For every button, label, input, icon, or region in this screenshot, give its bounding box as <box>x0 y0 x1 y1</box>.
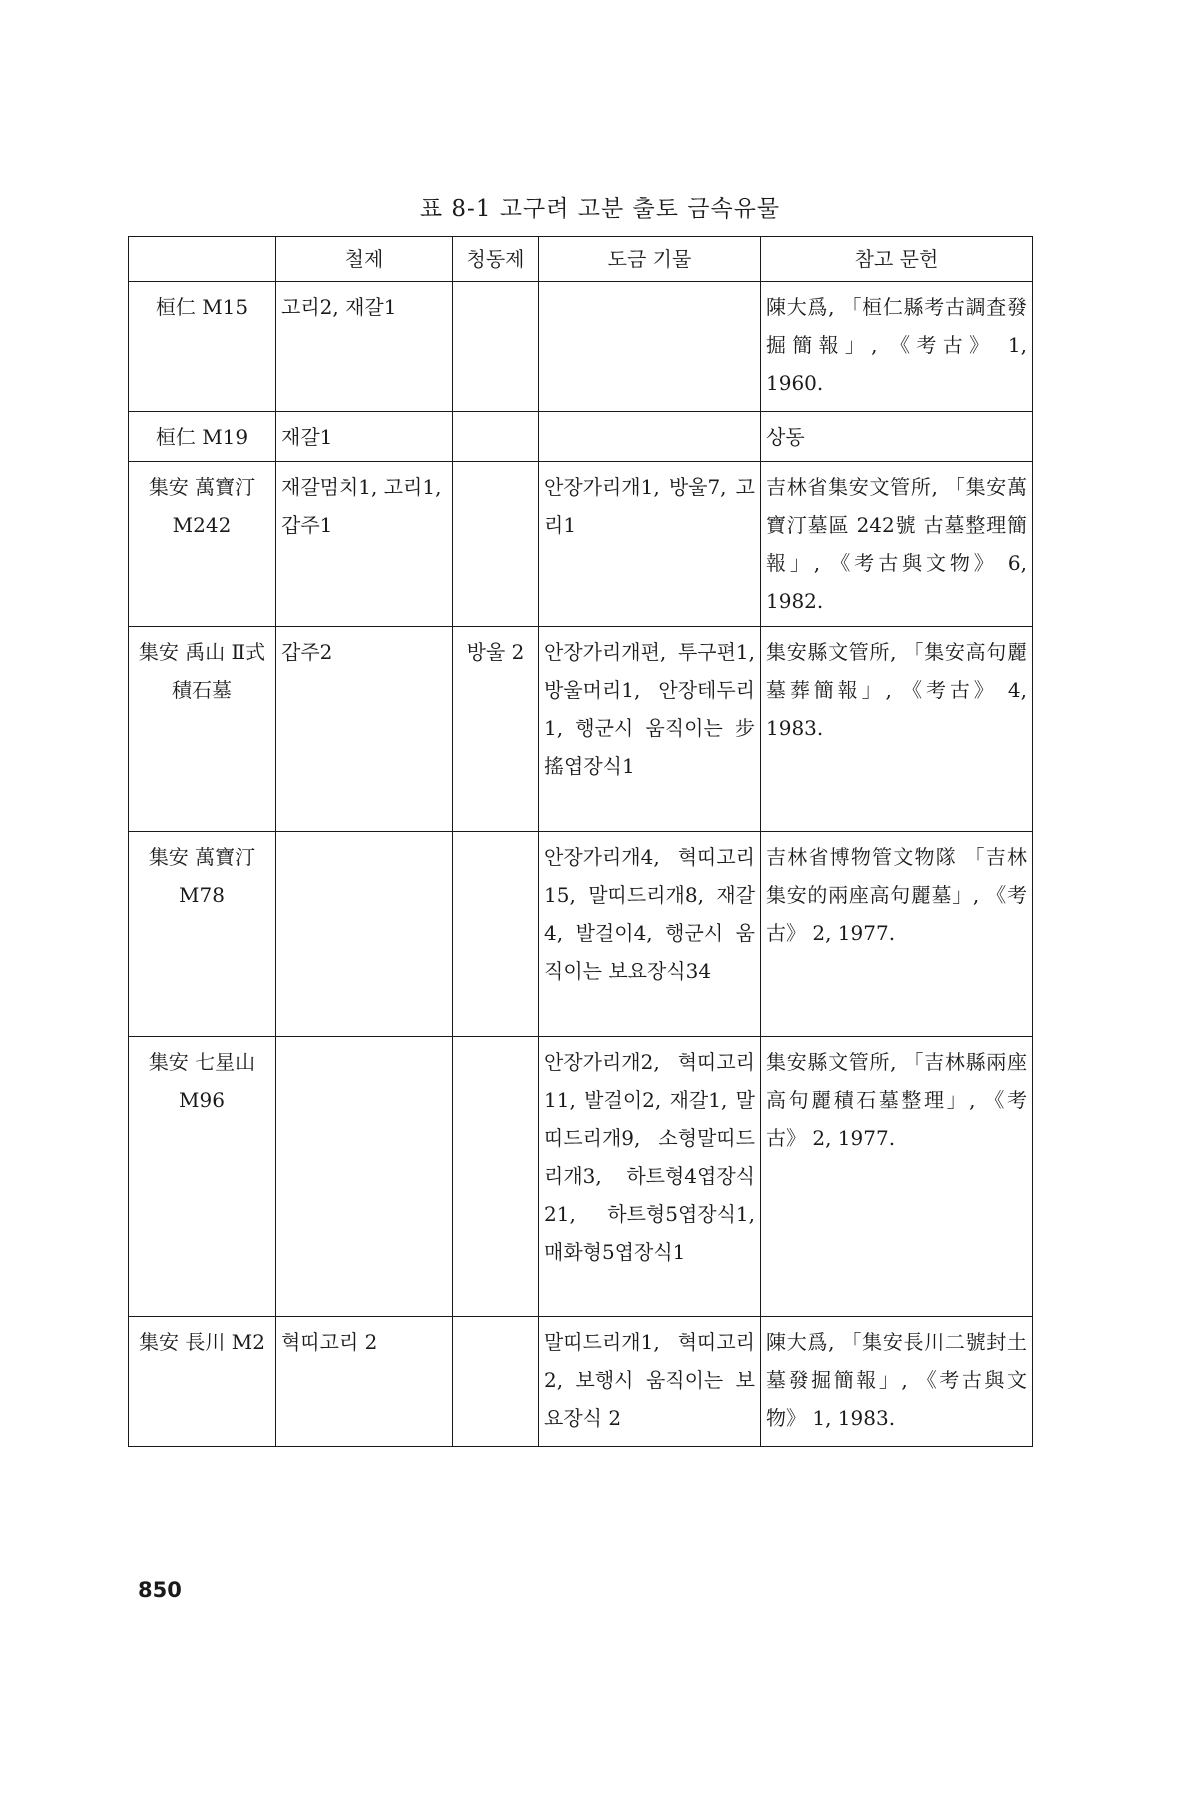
bronze-cell <box>453 412 539 462</box>
table-row <box>129 412 1033 462</box>
reference-cell: 상동 <box>761 412 1033 462</box>
iron-cell: 재갈1 <box>276 412 453 462</box>
reference-cell: 集安縣文管所, 「集安高句麗墓葬簡報」, 《考古》 4, 1983. <box>761 627 1033 832</box>
page-title: 표 8-1 고구려 고분 출토 금속유물 <box>419 196 781 222</box>
iron-cell <box>276 1037 453 1317</box>
gilt-cell <box>539 412 761 462</box>
table-row <box>129 627 1033 832</box>
site-cell: 集安 萬寶汀 M242 <box>129 462 276 627</box>
bronze-cell <box>453 1317 539 1447</box>
bronze-cell <box>453 1037 539 1317</box>
table-row <box>129 1317 1033 1447</box>
table-row <box>129 282 1033 412</box>
header-reference: 참고 문헌 <box>761 237 1033 282</box>
gilt-cell: 안장가리개2, 혁띠고리11, 발걸이2, 재갈1, 말띠드리개9, 소형말띠드리개3, 하트형4엽장식21, 하트형5엽장식1, 매화형5엽장식1 <box>539 1037 761 1317</box>
table-header-row <box>129 237 1033 282</box>
artifacts-table <box>128 236 1033 1447</box>
site-cell: 集安 長川 M2 <box>129 1317 276 1447</box>
gilt-cell: 말띠드리개1, 혁띠고리2, 보행시 움직이는 보요장식 2 <box>539 1317 761 1447</box>
gilt-cell: 안장가리개1, 방울7, 고리1 <box>539 462 761 627</box>
reference-cell: 吉林省博物管文物隊 「吉林集安的兩座高句麗墓」, 《考古》 2, 1977. <box>761 832 1033 1037</box>
header-bronze: 청동제 <box>453 237 539 282</box>
table-row <box>129 1037 1033 1317</box>
header-gilt: 도금 기물 <box>539 237 761 282</box>
reference-cell: 集安縣文管所, 「吉林縣兩座高句麗積石墓整理」, 《考古》 2, 1977. <box>761 1037 1033 1317</box>
reference-cell: 陳大爲, 「桓仁縣考古調査發掘簡報」, 《考古》 1, 1960. <box>761 282 1033 412</box>
reference-cell: 吉林省集安文管所, 「集安萬寶汀墓區 242號 古墓整理簡報」, 《考古與文物》 6, 1982. <box>761 462 1033 627</box>
bronze-cell <box>453 282 539 412</box>
iron-cell <box>276 832 453 1037</box>
iron-cell: 고리2, 재갈1 <box>276 282 453 412</box>
gilt-cell: 안장가리개편, 투구편1, 방울머리1, 안장테두리1, 행군시 움직이는 步搖엽장식1 <box>539 627 761 832</box>
header-iron: 철제 <box>276 237 453 282</box>
table-row <box>129 462 1033 627</box>
bronze-cell <box>453 462 539 627</box>
site-cell: 桓仁 M15 <box>129 282 276 412</box>
iron-cell: 재갈멈치1, 고리1, 갑주1 <box>276 462 453 627</box>
site-cell: 集安 萬寶汀 M78 <box>129 832 276 1037</box>
page-number: 850 <box>138 1578 182 1602</box>
iron-cell: 갑주2 <box>276 627 453 832</box>
reference-cell: 陳大爲, 「集安長川二號封土墓發掘簡報」, 《考古與文物》 1, 1983. <box>761 1317 1033 1447</box>
bronze-cell: 방울 2 <box>453 627 539 832</box>
header-site <box>129 237 276 282</box>
bronze-cell <box>453 832 539 1037</box>
site-cell: 桓仁 M19 <box>129 412 276 462</box>
site-cell: 集安 禹山 Ⅱ式 積石墓 <box>129 627 276 832</box>
iron-cell: 혁띠고리 2 <box>276 1317 453 1447</box>
gilt-cell <box>539 282 761 412</box>
gilt-cell: 안장가리개4, 혁띠고리 15, 말띠드리개8, 재갈4, 발걸이4, 행군시 움직이는 보요장식34 <box>539 832 761 1037</box>
site-cell: 集安 七星山 M96 <box>129 1037 276 1317</box>
table-row <box>129 832 1033 1037</box>
